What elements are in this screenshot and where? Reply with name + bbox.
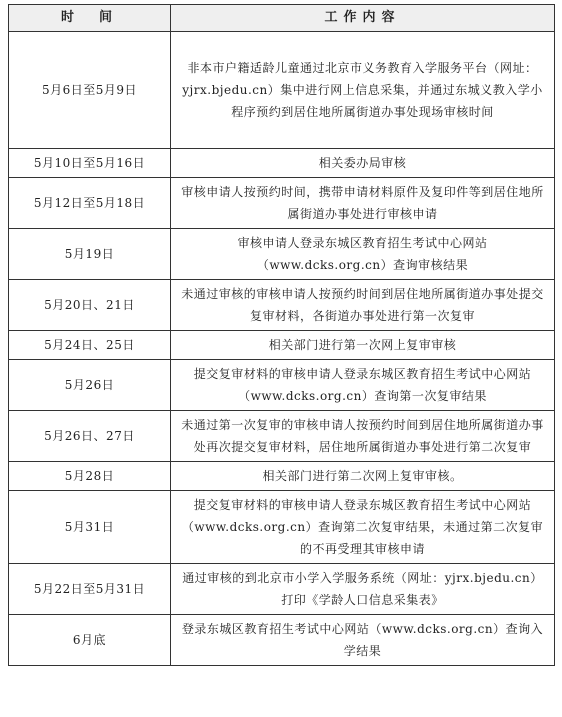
row-time: 5月22日至5月31日	[9, 564, 171, 615]
table-row	[9, 615, 555, 666]
table-row	[9, 462, 555, 491]
table-row	[9, 32, 555, 149]
row-content: 非本市户籍适龄儿童通过北京市义务教育入学服务平台（网址：yjrx.bjedu.cn）集中进行网上信息采集，并通过东城义教入学小程序预约到居住地所属街道办事处现场审核时间	[171, 32, 555, 149]
time-column-header: 时 间	[9, 5, 171, 32]
row-time: 5月20日、21日	[9, 280, 171, 331]
row-content: 相关委办局审核	[171, 149, 555, 178]
row-content: 未通过审核的审核申请人按预约时间到居住地所属街道办事处提交复审材料，各街道办事处进行第一次复审	[171, 280, 555, 331]
row-content: 审核申请人按预约时间，携带申请材料原件及复印件等到居住地所属街道办事处进行审核申请	[171, 178, 555, 229]
table-row	[9, 491, 555, 564]
row-content: 提交复审材料的审核申请人登录东城区教育招生考试中心网站（www.dcks.org.cn）查询第一次复审结果	[171, 360, 555, 411]
row-time: 5月24日、25日	[9, 331, 171, 360]
row-content: 通过审核的到北京市小学入学服务系统（网址：yjrx.bjedu.cn）打印《学龄人口信息采集表》	[171, 564, 555, 615]
row-time: 5月31日	[9, 491, 171, 564]
table-row	[9, 149, 555, 178]
row-time: 5月6日至5月9日	[9, 32, 171, 149]
row-content: 未通过第一次复审的审核申请人按预约时间到居住地所属街道办事处再次提交复审材料，居住地所属街道办事处进行第二次复审	[171, 411, 555, 462]
row-time: 5月12日至5月18日	[9, 178, 171, 229]
schedule-table	[8, 4, 555, 666]
table-row	[9, 411, 555, 462]
row-time: 5月26日、27日	[9, 411, 171, 462]
schedule-container	[8, 4, 554, 666]
row-content: 登录东城区教育招生考试中心网站（www.dcks.org.cn）查询入学结果	[171, 615, 555, 666]
table-header-row	[9, 5, 555, 32]
row-content: 审核申请人登录东城区教育招生考试中心网站（www.dcks.org.cn）查询审核结果	[171, 229, 555, 280]
table-row	[9, 331, 555, 360]
table-row	[9, 229, 555, 280]
row-time: 5月28日	[9, 462, 171, 491]
row-content: 相关部门进行第二次网上复审审核。	[171, 462, 555, 491]
table-row	[9, 178, 555, 229]
content-column-header: 工作内容	[171, 5, 555, 32]
row-time: 5月10日至5月16日	[9, 149, 171, 178]
row-content: 相关部门进行第一次网上复审审核	[171, 331, 555, 360]
table-row	[9, 280, 555, 331]
row-content: 提交复审材料的审核申请人登录东城区教育招生考试中心网站（www.dcks.org.cn）查询第二次复审结果，未通过第二次复审的不再受理其审核申请	[171, 491, 555, 564]
table-row	[9, 360, 555, 411]
row-time: 6月底	[9, 615, 171, 666]
row-time: 5月19日	[9, 229, 171, 280]
table-row	[9, 564, 555, 615]
row-time: 5月26日	[9, 360, 171, 411]
